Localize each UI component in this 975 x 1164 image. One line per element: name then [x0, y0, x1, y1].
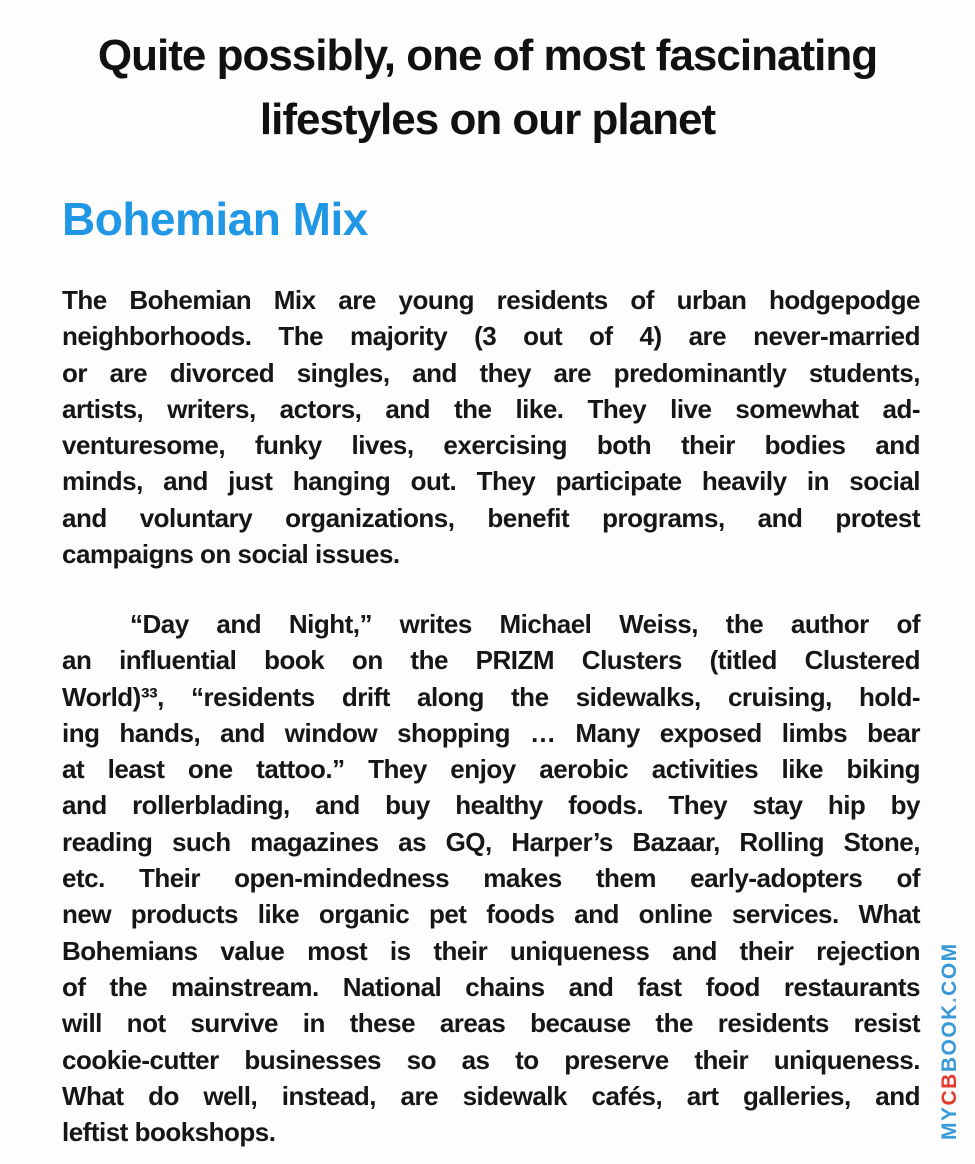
- paragraph-1: [62, 282, 920, 572]
- page-title: [0, 24, 975, 152]
- text-line: minds, and just hanging out. They participate heavily in social: [62, 466, 920, 497]
- text-line: “Day and Night,” writes Michael Weiss, the author of: [130, 609, 920, 639]
- text-line: venturesome, funky lives, exercising both their bodies and: [62, 430, 920, 461]
- text-line: an influential book on the PRIZM Clusters (titled Clustered: [62, 645, 920, 676]
- text-line: cookie-cutter businesses so as to preserve their uniqueness.: [62, 1044, 920, 1075]
- page-title-line-1: Quite possibly, one of most fascinating: [97, 31, 878, 80]
- text-line: campaigns on social issues.: [62, 539, 400, 570]
- text-line: reading such magazines as GQ, Harper’s Bazaar, Rolling Stone,: [62, 826, 920, 857]
- text-line: Bohemians value most is their uniqueness and their rejection: [62, 935, 920, 966]
- brand-segment: BOOK: [938, 1003, 961, 1073]
- page-title-line-2: lifestyles on our planet: [259, 95, 716, 144]
- text-line: and voluntary organizations, benefit programs, and protest: [62, 502, 920, 533]
- text-line: of the mainstream. National chains and fast food restaurants: [62, 971, 920, 1002]
- text-line: and rollerblading, and buy healthy foods. They stay hip by: [62, 790, 920, 821]
- section-heading-bohemian-mix: Bohemian Mix: [62, 193, 368, 245]
- side-branding-mycbbook: [938, 942, 962, 1140]
- brand-segment: .: [938, 995, 961, 1004]
- text-line: at least one tattoo.” They enjoy aerobic activities like biking: [62, 754, 920, 785]
- text-line: World)³³, “residents drift along the sidewalks, cruising, hold-: [62, 681, 920, 712]
- brand-segment: CB: [938, 1072, 961, 1106]
- brand-segment: MY: [938, 1105, 961, 1140]
- text-line: neighborhoods. The majority (3 out of 4) are never-married: [62, 321, 920, 352]
- text-line: etc. Their open-mindedness makes them early-adopters of: [62, 863, 920, 894]
- text-line: new products like organic pet foods and online services. What: [62, 899, 920, 930]
- text-line: The Bohemian Mix are young residents of urban hodgepodge: [62, 285, 920, 315]
- text-line: artists, writers, actors, and the like. They live somewhat ad-: [62, 393, 920, 424]
- text-line: will not survive in these areas because the residents resist: [62, 1008, 920, 1039]
- text-line: leftist bookshops.: [62, 1117, 276, 1148]
- text-line: What do well, instead, are sidewalk cafés, art galleries, and: [62, 1080, 920, 1111]
- paragraph-2: [62, 606, 920, 1150]
- brand-segment: COM: [938, 942, 961, 996]
- side-branding-container: [936, 922, 966, 1140]
- text-line: or are divorced singles, and they are predominantly students,: [62, 357, 920, 388]
- text-line: ing hands, and window shopping … Many exposed limbs bear: [62, 717, 920, 748]
